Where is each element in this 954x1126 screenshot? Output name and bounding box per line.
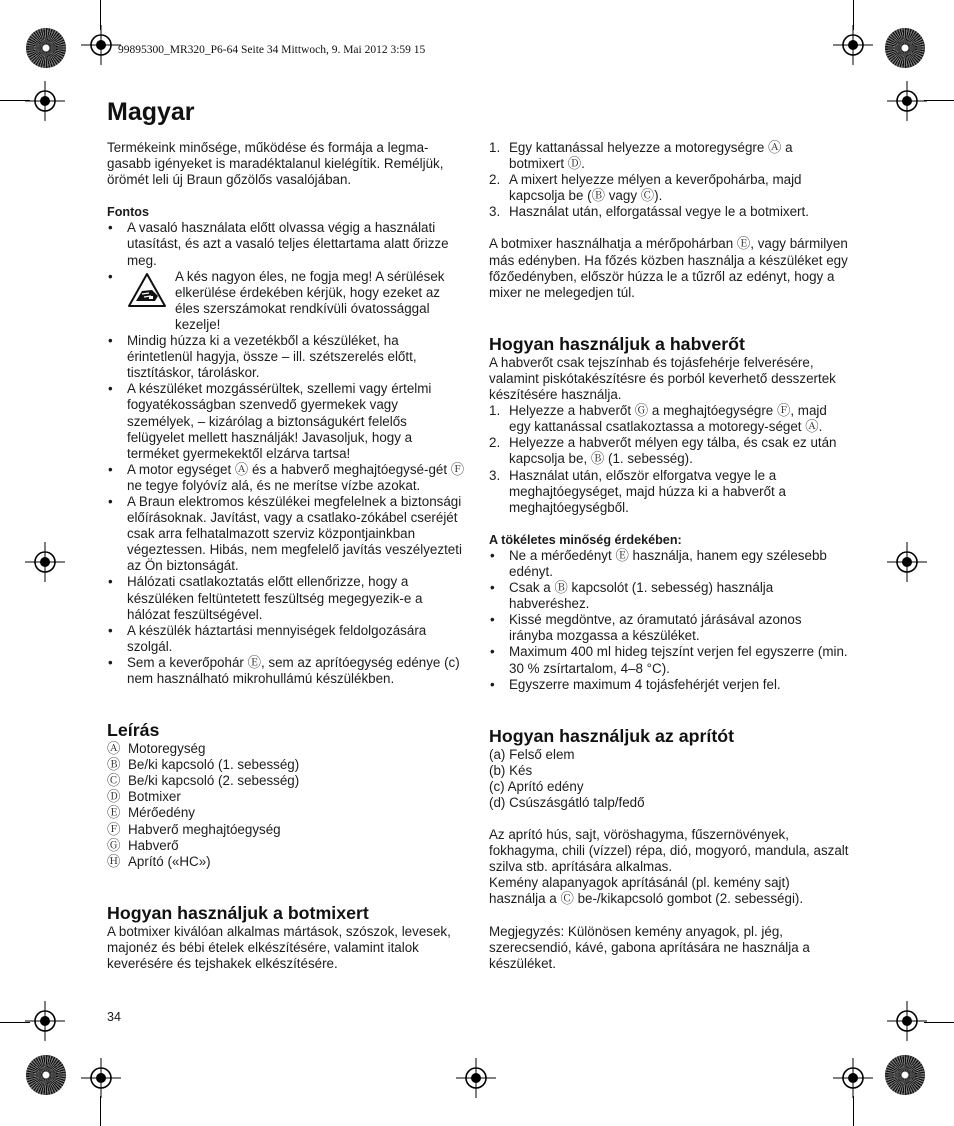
list-item: Ⓗ Aprító («HC»): [107, 853, 211, 869]
registration-mark-icon: [25, 542, 65, 582]
aprito-part: (c) Aprító edény: [489, 778, 584, 794]
page-title: Magyar: [107, 98, 195, 126]
list-item: • A vasaló használata előtt olvassa végig a használati utasítást, és azt a vasaló teljes élettartama alatt őrizze meg.: [107, 220, 467, 268]
list-item: 3. Használat után, először elforgatva vegye le a meghajtóegységet, majd húzza ki a habverőt a meghajtóegységből.: [489, 467, 786, 515]
aprito-part: (b) Kés: [489, 762, 533, 778]
aprito-paragraph: Az aprító hús, sajt, vöröshagyma, fűszernövények, fokhagyma, chili (vízzel) répa, dió, mogyoró, mandula, aszalt szilva stb. aprítására alkalmas.: [489, 827, 849, 875]
no-touch-blade-warning-icon: [127, 272, 167, 308]
list-item: 1. Egy kattanással helyezze a motoregységre Ⓐ a botmixert Ⓓ.: [489, 140, 793, 172]
list-item: 3. Használat után, elforgatással vegye le a botmixert.: [489, 204, 809, 220]
registration-mark-icon: [81, 25, 121, 65]
print-header: 99895300_MR320_P6-64 Seite 34 Mittwoch, 9. Mai 2012 3:59 15: [118, 44, 426, 56]
list-item: Ⓑ Be/ki kapcsoló (1. sebesség): [107, 757, 300, 773]
quality-label: A tökéletes minőség érdekében:: [489, 532, 682, 547]
registration-mark-icon: [25, 1001, 65, 1041]
list-item: [107, 269, 467, 333]
registration-mark-icon: [887, 1001, 927, 1041]
list-item: • A motor egységet Ⓐ és a habverő meghajtóegysé-gét Ⓕ ne tegye folyóvíz alá, és ne merítse vízbe azokat.: [107, 462, 467, 494]
registration-mark-icon: [833, 1058, 873, 1098]
page-number: 34: [107, 1010, 121, 1024]
list-item: • A Braun elektromos készülékei megfelelnek a biztonsági előírásoknak. Javítást, vagy a csatlako-zókábel cseréjét csak arra felhatalmazott szerviz központjainkban végeztessen. Hibás, nem megfelelő javítás veszélyezteti az Ön biztonságát.: [107, 494, 467, 574]
fontos-label: Fontos: [107, 205, 149, 220]
list-item: • A készüléket mozgássérültek, szellemi vagy értelmi fogyatékosságban szenvedő gyermekek vagy személyek, – kizárólag a biztonságukért felelős felügyelet mellett használják! Javasoljuk, hogy a terméket gyermekektől elzárva tartsa!: [107, 381, 467, 461]
aprito-paragraph-hard: Kemény alapanyagok aprításánál (pl. kemény sajt) használja a Ⓒ be-/kikapcsoló gombot (2. sebességi).: [489, 875, 804, 907]
warning-text: A kés nagyon éles, ne fogja meg! A sérülések elkerülése érdekében kérjük, hogy ezeket az éles szerszámokat rendkívüli óvatossággal kezelje!: [175, 268, 445, 332]
habvero-intro: A habverőt csak tejszínhab és tojásfehérje felverésére, valamint piskótakészítésre és porból keverhető desszertek készítésére használja.: [489, 354, 836, 403]
list-item: 1. Helyezze a habverőt Ⓖ a meghajtóegységre Ⓕ, majd egy kattanással csatlakoztassa a motoregy-séget Ⓐ.: [489, 403, 827, 435]
list-item: • Sem a keverőpohár Ⓔ, sem az aprítóegység edénye (c) nem használható mikrohullámú készülékben.: [107, 655, 467, 687]
star-target-icon: [26, 1055, 66, 1095]
safety-list: [107, 220, 467, 687]
trim-mark: [853, 1096, 854, 1126]
list-item: Ⓓ Botmixer: [107, 789, 181, 805]
star-target-icon: [26, 28, 66, 68]
list-item: • Ne a mérőedényt Ⓔ használja, hanem egy szélesebb edényt.: [489, 548, 849, 580]
quality-list: [489, 548, 849, 693]
list-item: • Kissé megdöntve, az óramutató járásával azonos irányba mozgassa a készüléket.: [489, 612, 849, 644]
right-column: [489, 140, 849, 972]
botmixer-note: A botmixer használhatja a mérőpohárban Ⓔ, vagy bármilyen más edényben. Ha főzés közben használja a készüléket egy főzőedényben, először húzza le a tűzről az edényt, hogy a mixer ne melegedjen túl.: [489, 236, 848, 300]
parts-list: [107, 741, 467, 870]
star-target-icon: [885, 28, 925, 68]
list-item: • Egyszerre maximum 4 tojásfehérjét verjen fel.: [489, 677, 849, 693]
registration-mark-icon: [81, 1058, 121, 1098]
left-column: [107, 140, 467, 972]
aprito-note: Megjegyzés: Különösen kemény anyagok, pl. jég, szerecsendió, kávé, gabona aprítására ne használja a készüléket.: [489, 923, 810, 971]
list-item: Ⓒ Be/ki kapcsoló (2. sebesség): [107, 773, 300, 789]
trim-mark: [100, 1096, 101, 1126]
list-item: • Hálózati csatlakoztatás előtt ellenőrizze, hogy a készüléken feltüntetett feszültség megegyezik-e a hálózat feszültségével.: [107, 574, 467, 622]
list-item: Ⓔ Mérőedény: [107, 805, 195, 821]
registration-mark-icon: [456, 1058, 496, 1098]
registration-mark-icon: [887, 81, 927, 121]
list-item: Ⓖ Habverő: [107, 837, 179, 853]
star-target-icon: [885, 1055, 925, 1095]
list-item: Ⓐ Motoregység: [107, 741, 206, 757]
trim-mark: [924, 1022, 954, 1023]
registration-mark-icon: [833, 25, 873, 65]
list-item: 2. A mixert helyezze mélyen a keverőpohárba, majd kapcsolja be (Ⓑ vagy Ⓒ).: [489, 172, 802, 204]
list-item: • A készülék háztartási mennyiségek feldolgozására szolgál.: [107, 623, 467, 655]
botmixer-heading: Hogyan használjuk a botmixert: [107, 902, 369, 923]
botmixer-steps: [489, 140, 849, 220]
registration-mark-icon: [887, 542, 927, 582]
list-item: • Mindig húzza ki a vezetékből a készüléket, ha érintetlenül hagyja, össze – ill. szétszerelés előtt, tisztításkor, tároláskor.: [107, 333, 467, 381]
aprito-heading: Hogyan használjuk az aprítót: [489, 725, 735, 746]
registration-mark-icon: [25, 81, 65, 121]
list-item: • Csak a Ⓑ kapcsolót (1. sebesség) használja habveréshez.: [489, 580, 849, 612]
leiras-heading: Leírás: [107, 720, 160, 741]
aprito-part: (a) Felső elem: [489, 746, 575, 762]
habvero-steps: [489, 403, 849, 516]
intro-paragraph: Termékeink minősége, működése és formája a legma-gasabb igényeket is maradéktalanul kielégítik. Reméljük, örömét leli új Braun gőzölős vasalójában.: [107, 140, 444, 188]
trim-mark: [924, 100, 954, 101]
list-item: • Maximum 400 ml hideg tejszínt verjen fel egyszerre (min. 30 % zsírtartalom, 4–8 °C).: [489, 644, 849, 676]
aprito-part: (d) Csúszásgátló talp/fedő: [489, 795, 645, 810]
botmixer-paragraph: A botmixer kiválóan alkalmas mártások, szószok, levesek, majonéz és bébi ételek elkészítésére, valamint italok keverésére és tejshakek elkészítésére.: [107, 923, 451, 972]
list-item: 2. Helyezze a habverőt mélyen egy tálba, és csak ez után kapcsolja be, Ⓑ (1. sebesség).: [489, 435, 837, 467]
list-item: Ⓕ Habverő meghajtóegység: [107, 821, 281, 837]
habvero-heading: Hogyan használjuk a habverőt: [489, 333, 745, 354]
